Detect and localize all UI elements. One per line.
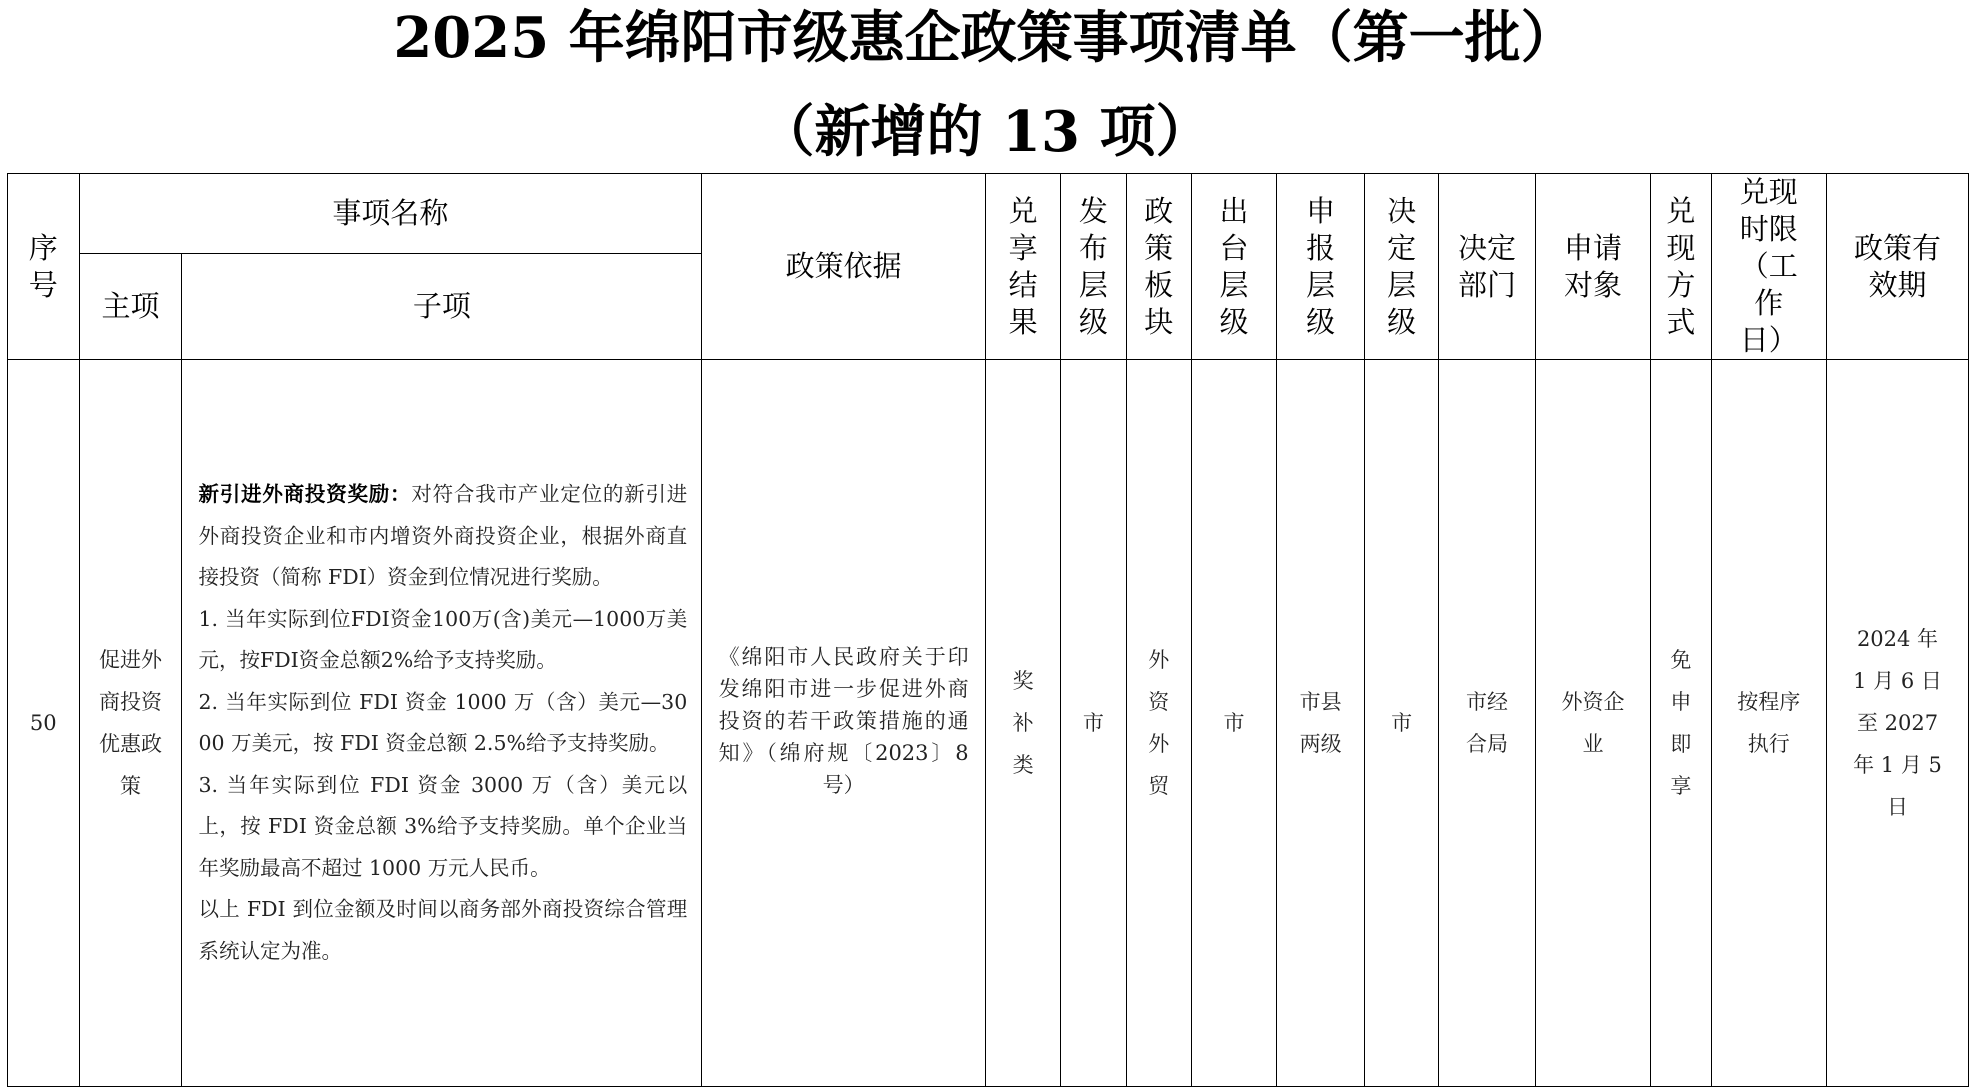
- header-issue-level: 出台层级: [1191, 174, 1276, 360]
- sub-item-title: 新引进外商投资奖励：: [198, 482, 412, 506]
- header-seq: 序号: [8, 174, 80, 360]
- header-main-item: 主项: [79, 254, 182, 360]
- row-validity: 2024 年 1 月 6 日至 2027 年 1 月 5 日: [1827, 360, 1969, 1087]
- row-department: 市经合局: [1439, 360, 1536, 1087]
- header-publish-level: 发布层级: [1061, 174, 1126, 360]
- document-subtitle: （新增的 13 项）: [758, 99, 1212, 165]
- header-row: [8, 174, 1969, 254]
- header-result: 兑享结果: [985, 174, 1060, 360]
- row-publish-level: 市: [1061, 360, 1126, 1087]
- header-applicant: 申请对象: [1535, 174, 1650, 360]
- row-method: 免申即享: [1651, 360, 1711, 1087]
- header-item-name: 事项名称: [79, 174, 702, 254]
- document-title: 2025 年绵阳市级惠企政策事项清单（第一批）: [393, 5, 1577, 71]
- row-issue-level: 市: [1191, 360, 1276, 1087]
- row-result: 奖补类: [985, 360, 1060, 1087]
- header-time-limit: 兑现时限（工作日）: [1711, 174, 1826, 360]
- header-decide-level: 决定层级: [1365, 174, 1439, 360]
- header-validity: 政策有效期: [1827, 174, 1969, 360]
- policy-table: [7, 173, 1969, 1087]
- header-apply-level: 申报层级: [1277, 174, 1365, 360]
- row-apply-level: 市县两级: [1277, 360, 1365, 1087]
- sub-item-line-3: 3. 当年实际到位 FDI 资金 3000 万（含）美元以上，按 FDI 资金总额 3%给予支持奖励。单个企业当年奖励最高不超过 1000 万元人民币。: [198, 772, 688, 880]
- table-row: [8, 360, 1969, 1087]
- header-basis: 政策依据: [702, 174, 986, 360]
- sub-item-line-1: 1. 当年实际到位FDI资金100万(含)美元—1000万美元，按FDI资金总额2%给予支持奖励。: [198, 606, 688, 672]
- row-basis: 《绵阳市人民政府关于印发绵阳市进一步促进外商投资的若干政策措施的通知》（绵府规〔2023〕8 号）: [702, 360, 986, 1087]
- header-method: 兑现方式: [1651, 174, 1711, 360]
- header-sub-item: 子项: [182, 254, 702, 360]
- header-department: 决定部门: [1439, 174, 1536, 360]
- sub-item-line-4: 以上 FDI 到位金额及时间以商务部外商投资综合管理系统认定为准。: [198, 897, 688, 963]
- row-seq: 50: [8, 360, 80, 1087]
- row-main-item: 促进外商投资优惠政策: [79, 360, 182, 1087]
- row-decide-level: 市: [1365, 360, 1439, 1087]
- header-sector: 政策板块: [1126, 174, 1191, 360]
- row-sub-item: [182, 360, 702, 1087]
- sub-item-line-2: 2. 当年实际到位 FDI 资金 1000 万（含）美元—3000 万美元，按 FDI 资金总额 2.5%给予支持奖励。: [198, 689, 688, 755]
- row-time-limit: 按程序执行: [1711, 360, 1826, 1087]
- sub-item-line-0: 对符合我市产业定位的新引进外商投资企业和市内增资外商投资企业，根据外商直接投资（简称 FDI）资金到位情况进行奖励。: [198, 482, 688, 589]
- row-applicant: 外资企业: [1535, 360, 1650, 1087]
- row-sector: 外资外贸: [1126, 360, 1191, 1087]
